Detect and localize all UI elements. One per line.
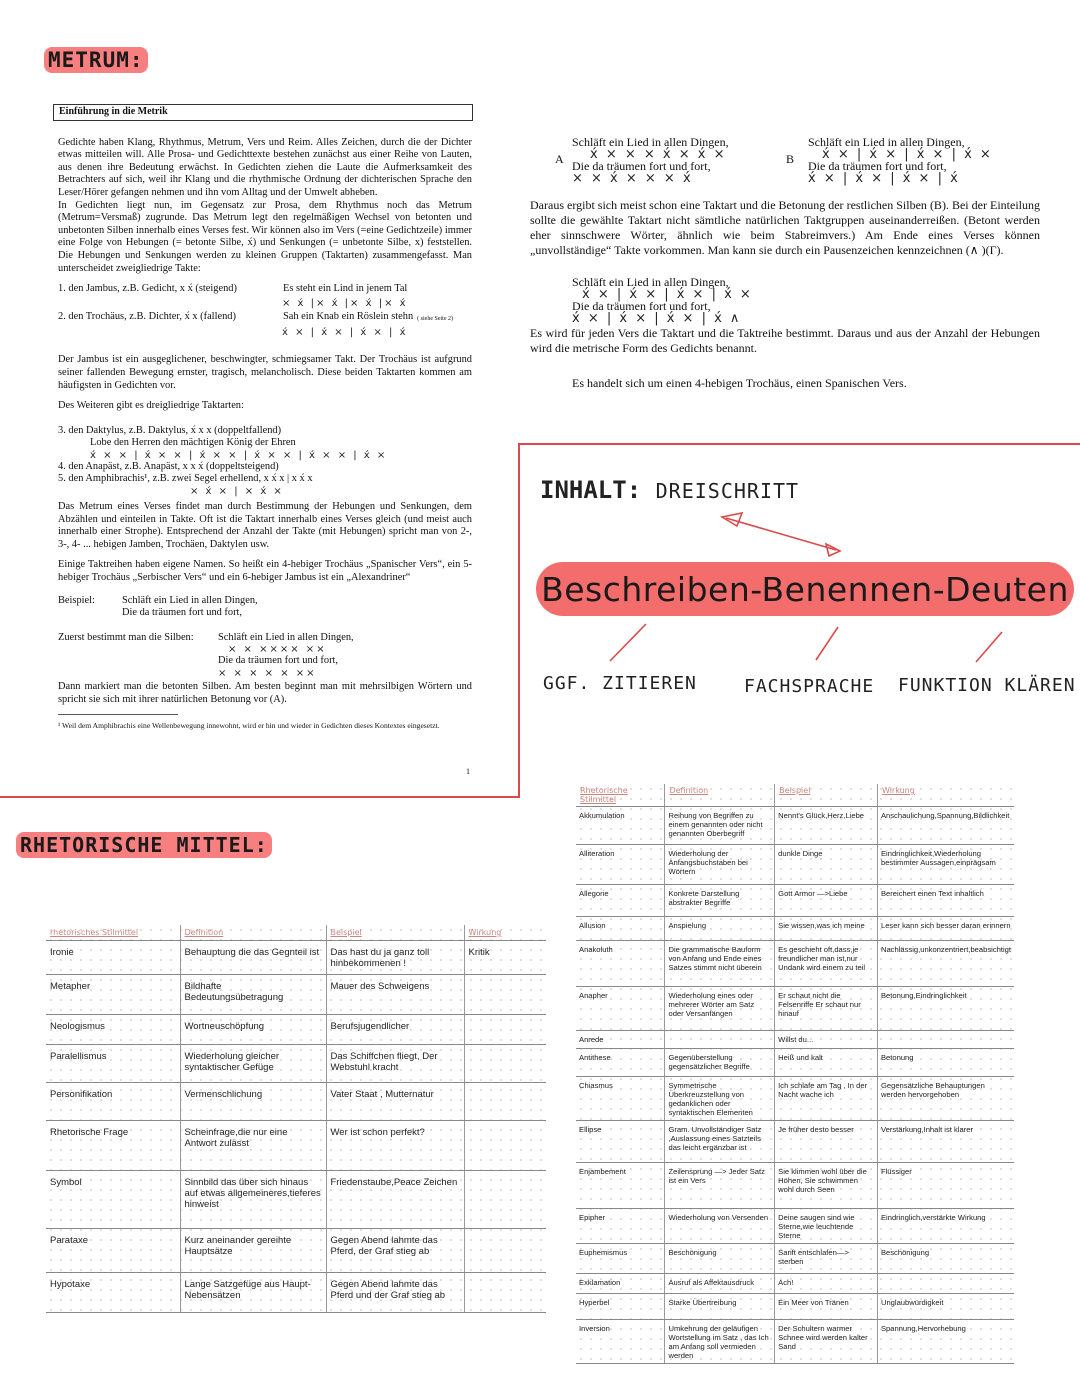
example-cell: Wer ist schon perfekt? [326, 1121, 464, 1171]
table-row [46, 941, 546, 975]
example-cell: Willst du... [775, 1031, 878, 1049]
example-cell: Ach! [775, 1274, 878, 1294]
definition-cell: Ausruf als Affektausdruck [665, 1274, 775, 1294]
term-cell: Chiasmus [576, 1077, 665, 1121]
amphibrachis-marks: × x́ × | × x́ × [190, 486, 284, 498]
term-cell: Enjambement [576, 1163, 665, 1209]
footnote: ¹ Weil dem Amphibrachis eine Wellenbewegung innewohnt, wird er hin und wieder in Gedichten dieses Kontextes eingesetzt. [58, 721, 440, 731]
term-cell: Personifikation [46, 1083, 180, 1121]
metrik-item-anapaest: 4. den Anapäst, z.B. Anapäst, x x x́ (doppeltsteigend) [58, 460, 279, 472]
table-row [46, 1171, 546, 1229]
definition-cell: Scheinfrage,die nur eine Antwort zulässt [180, 1121, 326, 1171]
col-header: rhetorisches Stilmittel [46, 925, 180, 941]
verse-b: Schläft ein Lied in allen Dingen, x́ × | x́ × | x́ × | x́ × Die da träumen fort und fort, x́ × | x́ × | x́ × | x́ [808, 135, 993, 186]
example-cell: Der Schultern warmer Schnee wird werden kalter Sand [775, 1320, 878, 1364]
table-header-row [46, 925, 546, 941]
table-row [576, 1274, 1014, 1294]
page-number: 1 [466, 767, 470, 776]
table-row [576, 987, 1014, 1031]
example-cell: Ich schlafe am Tag , In der Nacht wache ich [775, 1077, 878, 1121]
table-row [46, 1015, 546, 1045]
metrik-paragraph: Gedichte haben Klang, Rhythmus, Metrum, Vers und Reim. Alles Zeichen, durch die der Dichter etwas mitteilen will. Alle Prosa- und Gedichttexte bestehen zunächst aus einer Reihe von Lauten, aus denen ihre Bedeutung erwächst. In Gedichten ziehen die Laute die Aufmerksamkeit des Betrachters auf sich, weil ihr Klang und die rhythmische Ordnung der dichterischen Sprache den Leser/Hörer gefangen nehmen und ihn vom Alltag und der Umwelt abheben. [58, 136, 472, 198]
effect-cell: Eindringlichkeit,Wiederholung bestimmter Aussagen,einprägsam [877, 845, 1014, 885]
example-cell: Er schaut nicht die Felsenriffe Er schaut nur hinauf [775, 987, 878, 1031]
effect-cell [877, 1274, 1014, 1294]
effect-cell: Anschaulichung,Spannung,Bildlichkeit [877, 807, 1014, 845]
definition-cell [665, 1031, 775, 1049]
definition-cell: Konkrete Darstellung abstrakter Begriffe [665, 885, 775, 917]
table-header-row [576, 784, 1014, 807]
rhetorik-table-left [46, 925, 546, 1313]
effect-cell [464, 975, 546, 1015]
table-row [576, 1031, 1014, 1049]
example-cell: Gott Armor —>Liebe [775, 885, 878, 917]
definition-cell: Anspielung [665, 917, 775, 941]
term-cell: Anrede [576, 1031, 665, 1049]
table-row [576, 845, 1014, 885]
metrik-paragraph: Das Metrum eines Verses findet man durch Bestimmung der Hebungen und Senkungen, dem Abzählen und einteilen in Takte. Oft ist die Taktart innerhalb eines Verses gleich (und meist auch innerhalb einer Strophe). Entsprechend der Anzahl der Takte (mit Hebungen) spricht man von 2-, 3-, 4- ... hebigen Jamben, Trochäen, Daktylen usw. [58, 501, 472, 550]
metrik-paragraph: Dann markiert man die betonten Silben. Am besten beginnt man mit mehrsilbigen Wörtern und spricht sie sich mit ihrer natürlichen Betonung vor (A). [58, 681, 472, 705]
table-row [576, 1077, 1014, 1121]
term-cell: Parataxe [46, 1229, 180, 1273]
effect-cell [464, 1273, 546, 1313]
red-frame-line [518, 444, 520, 798]
table-row [576, 885, 1014, 917]
effect-cell: Eindringlich,verstärkte Wirkung [877, 1209, 1014, 1244]
term-cell: Alliteration [576, 845, 665, 885]
definition-cell: Wiederholung von Versenden [665, 1209, 775, 1244]
caption-zitieren: GGF. ZITIEREN [543, 673, 697, 694]
metrik-paragraph: Der Jambus ist ein ausgeglichener, beschwingter, schmiegsamer Takt. Der Trochäus ist aufgrund seiner fallenden Bewegung ernster, tragisch, melancholisch. Diese beiden Taktarten kommen am häufigsten in Gedichten vor. [58, 354, 472, 391]
example-cell: Sie wissen,was ich meine [775, 917, 878, 941]
effect-cell: Gegensätzliche Behauptungen werden hervorgehoben [877, 1077, 1014, 1121]
effect-cell: Betonung [877, 1049, 1014, 1077]
caption-funktion: FUNKTION KLÄREN [898, 675, 1076, 696]
trochaeus-marks: x́ × | x́ × | x́ × | x́ [282, 327, 408, 339]
effect-cell: Beschönigung [877, 1244, 1014, 1274]
effect-cell: Verstärkung,Inhalt ist klarer [877, 1121, 1014, 1163]
metrik-item-daktylus: 3. den Daktylus, z.B. Daktylus, x́ x x (doppeltfallend) [58, 424, 282, 436]
example-cell: Sie klimmen wohl über die Höhen, Sie schwimmen wohl durch Seen [775, 1163, 878, 1209]
doc2-paragraph: Daraus ergibt sich meist schon eine Taktart und die Betonung der restlichen Silben (B). Bei der Einteilung sollte die gewählte Taktart nicht sämtliche natürlichen Taktgruppen auseinanderreißen. (Betont werden eher sinnschwere Wörter, ähnlich wie beim Stabreimvers.) Am Ende eines Verses können „unvollständige“ Takte vorkommen. Man kann sie durch ein Pausenzeichen kennzeichnen (∧ )(Γ). [530, 198, 1040, 257]
term-cell: Allusion [576, 917, 665, 941]
term-cell: Ironie [46, 941, 180, 975]
effect-cell [877, 1031, 1014, 1049]
beispiel-block: Beispiel: Schläft ein Lied in allen Dingen, Die da träumen fort und fort, [58, 594, 258, 619]
doc2-paragraph: Es wird für jeden Vers die Taktart und die Taktreihe bestimmt. Daraus und aus der Anzahl der Hebungen wird die metrische Form des Gedichts benannt. [530, 326, 1040, 355]
metrik-item-amphibrachis: 5. den Amphibrachis¹, z.B. zwei Segel erhellend, x x́ x | x x́ x [58, 473, 313, 485]
red-frame-line [0, 796, 520, 798]
definition-cell: Zeilensprung —> Jeder Satz ist ein Vers [665, 1163, 775, 1209]
example-cell: Mauer des Schweigens [326, 975, 464, 1015]
table-row [576, 1049, 1014, 1077]
definition-cell: Reihung von Begriffen zu einem genannten oder nicht genannten Oberbegriff [665, 807, 775, 845]
metrik-box-title: Einführung in die Metrik [53, 104, 473, 121]
verse-c: Schläft ein Lied in allen Dingen, x́ × | x́ × | x́ × | x́ × Die da träumen fort und fort, x́ × | x́ × | x́ × | x́ ∧ [572, 275, 753, 326]
red-frame-line [518, 443, 1080, 445]
col-header: Beispiel [326, 925, 464, 941]
inhalt-heading: INHALT: DREISCHRITT [540, 476, 800, 504]
definition-cell: Wiederholung eines oder mehrerer Wörter am Satz oder Versanfängen [665, 987, 775, 1031]
caption-fachsprache: FACHSPRACHE [744, 676, 875, 697]
definition-cell: Wortneuschöpfung [180, 1015, 326, 1045]
table-row [576, 1294, 1014, 1320]
term-cell: Paralellismus [46, 1045, 180, 1083]
metrik-paragraph: Einige Taktreihen haben eigene Namen. So heißt ein 4-hebiger Trochäus „Spanischer Vers“, ein 5-hebiger Trochäus „Serbischer Vers“ und ein 6-hebiger Jambus ist ein „Alexandriner“ [58, 559, 472, 584]
verse-a: Schläft ein Lied in allen Dingen, x́ × × × x́ × x́ × Die da träumen fort und fort, × × x́ × × × x́ [572, 135, 729, 186]
example-cell: dunkle Dinge [775, 845, 878, 885]
definition-cell: Umkehrung der geläufigen Wortstellung im Satz , das Ich am Anfang soll vermieden werden [665, 1320, 775, 1364]
effect-cell: Spannung,Hervorhebung [877, 1320, 1014, 1364]
example-cell: Deine saugen sind wie Sterne,wie leuchtende Sterne [775, 1209, 878, 1244]
term-cell: Metapher [46, 975, 180, 1015]
effect-cell: Nachlässig,unkonzentriert,beabsichtigt [877, 941, 1014, 987]
metrik-paragraph: In Gedichten liegt nun, im Gegensatz zur Prosa, dem Rhythmus noch das Metrum (Metrum=Versmaß) zugrunde. Das Metrum legt den regelmäßigen Wechsel von betonten und unbetonten Silben innerhalb eines Verses fest. Wir können also im Vers (=eine Gedichtzeile) immer eine Folge von Hebungen (= betonte Silbe, x́) und Senkungen (= unbetonte Silbe, x) feststellen. Die Hebungen und Senkungen werden zu kleinen Gruppen (Taktarten) zusammengefasst. Man unterscheidet zweigliedrige Takte: [58, 199, 472, 274]
col-header: Definition [665, 784, 775, 807]
effect-cell [464, 1083, 546, 1121]
table-row [46, 1229, 546, 1273]
col-header: Wirkung [877, 784, 1014, 807]
table-row [576, 1163, 1014, 1209]
effect-cell: Bereichert einen Text inhaltlich [877, 885, 1014, 917]
jambus-marks: × x́ |× x́ |× x́ |× x́ [282, 297, 408, 309]
table-row [46, 1083, 546, 1121]
table-row [576, 917, 1014, 941]
definition-cell: Wiederholung der Anfangsbuchstaben bei Wörtern [665, 845, 775, 885]
definition-cell: Vermenschlichung [180, 1083, 326, 1121]
metrik-item-jambus: 1. den Jambus, z.B. Gedicht, x x́ (steigend) Es steht ein Lind in jenem Tal [58, 283, 408, 295]
branch-line-right [976, 632, 1002, 662]
col-header: Definition [180, 925, 326, 941]
example-cell: Es geschieht oft,dass,je freundlicher man ist,nur Undank wird einem zu teil [775, 941, 878, 987]
verse-comparison [530, 136, 1040, 198]
term-cell: Exklamation [576, 1274, 665, 1294]
definition-cell: Die grammatische Bauform von Anfang und Ende eines Satzes stimmt nicht überein [665, 941, 775, 987]
table-row [576, 807, 1014, 845]
definition-cell: Lange Satzgefüge aus Haupt- Nebensätzen [180, 1273, 326, 1313]
example-cell: Das Schiffchen fliegt, Der Webstuhl kracht [326, 1045, 464, 1083]
effect-cell: Leser kann sich besser daran erinnern [877, 917, 1014, 941]
definition-cell: Symmetrische Überkreuzstellung von gedanklichen oder syntaktischen Elementen [665, 1077, 775, 1121]
effect-cell [464, 1121, 546, 1171]
example-cell: Das hast du ja ganz toll hinbekommenen ! [326, 941, 464, 975]
definition-cell: Beschönigung [665, 1244, 775, 1274]
table-row [46, 1045, 546, 1083]
term-cell: Anapher [576, 987, 665, 1031]
col-header: Wirkung [464, 925, 546, 941]
definition-cell: Wiederholung gleicher syntaktischer Gefüge [180, 1045, 326, 1083]
col-header: Rhetorische Stilmittel [576, 784, 665, 807]
label-b: B [786, 152, 795, 166]
table-row [46, 1273, 546, 1313]
term-cell: Euphemismus [576, 1244, 665, 1274]
term-cell: Epipher [576, 1209, 665, 1244]
effect-cell: Flüssiger [877, 1163, 1014, 1209]
term-cell: Neologismus [46, 1015, 180, 1045]
metrik-item-trochaeus: 2. den Trochäus, z.B. Dichter, x́ x (fallend) Sah ein Knab ein Röslein stehn ( siehe Seite 2) [58, 310, 453, 322]
term-cell: Ellipse [576, 1121, 665, 1163]
effect-cell [464, 1015, 546, 1045]
metrik-document-page1 [50, 104, 480, 784]
term-cell: Hypotaxe [46, 1273, 180, 1313]
table-row [576, 1244, 1014, 1274]
example-cell: Sanft entschlafen—> sterben [775, 1244, 878, 1274]
table-row [576, 1209, 1014, 1244]
example-cell: Je früher desto besser [775, 1121, 878, 1163]
term-cell: Inversion [576, 1320, 665, 1364]
definition-cell: Starke Übertreibung [665, 1294, 775, 1320]
daktylus-marks: x́ × × | x́ × × | x́ × × | x́ × × | x́ × × | x́ × [90, 449, 388, 461]
table-row [576, 1121, 1014, 1163]
effect-cell [464, 1229, 546, 1273]
branch-line-left [610, 624, 646, 661]
example-cell: Gegen Abend lahmte das Pferd, der Graf stieg ab [326, 1229, 464, 1273]
term-cell: Rhetorische Frage [46, 1121, 180, 1171]
example-cell: Gegen Abend lahmte das Pferd und der Graf stieg ab [326, 1273, 464, 1313]
effect-cell: Kritik [464, 941, 546, 975]
label-a: A [555, 152, 564, 166]
term-cell: Symbol [46, 1171, 180, 1229]
table-row [576, 941, 1014, 987]
table-row [46, 1121, 546, 1171]
double-arrow-line [726, 518, 836, 550]
example-cell: Berufsjugendlicher [326, 1015, 464, 1045]
example-cell: Friedenstaube,Peace Zeichen [326, 1171, 464, 1229]
definition-cell: Gegenüberstellung gegensätzlicher Begriffe [665, 1049, 775, 1077]
term-cell: Antithese [576, 1049, 665, 1077]
definition-cell: Kurz aneinander gereihte Hauptsätze [180, 1229, 326, 1273]
metrum-heading: METRUM: [44, 47, 148, 73]
silben-block: Zuerst bestimmt man die Silben: Schläft ein Lied in allen Dingen, × × ×××× ×× Die da träumen fort und fort, × × × × × ×× [58, 631, 354, 679]
example-cell: Heiß und kalt [775, 1049, 878, 1077]
metrik-document-page2 [530, 136, 1040, 391]
term-cell: Akkumulation [576, 807, 665, 845]
table-row [576, 1320, 1014, 1364]
definition-cell: Sinnbild das über sich hinaus auf etwas allgemeineres,tieferes hinweist [180, 1171, 326, 1229]
rhetorische-mittel-heading: RHETORISCHE MITTEL: [16, 832, 272, 858]
table-row [46, 975, 546, 1015]
effect-cell [464, 1171, 546, 1229]
effect-cell: Unglaubwürdigkeit [877, 1294, 1014, 1320]
definition-cell: Bildhafte Bedeutungsübetragung [180, 975, 326, 1015]
term-cell: Allegorie [576, 885, 665, 917]
doc2-conclusion: Es handelt sich um einen 4-hebigen Trochäus, einen Spanischen Vers. [572, 376, 907, 390]
term-cell: Hyperbel [576, 1294, 665, 1320]
metrik-paragraph: Des Weiteren gibt es dreigliedrige Taktarten: [58, 400, 244, 412]
arrow-head-right [826, 544, 840, 556]
definition-cell: Behauptung die das Gegnteil ist [180, 941, 326, 975]
example-cell: Nennt's Glück,Herz,Liebe [775, 807, 878, 845]
dreischritt-pill: Beschreiben-Benennen-Deuten [536, 562, 1074, 616]
effect-cell: Betonung,Eindringlichkeit [877, 987, 1014, 1031]
example-cell: Ein Meer von Tränen [775, 1294, 878, 1320]
effect-cell [464, 1045, 546, 1083]
definition-cell: Gram. Unvollständiger Satz ,Auslassung eines Satzteils das leicht ergänzbar ist [665, 1121, 775, 1163]
daktylus-example: Lobe den Herren den mächtigen König der Ehren [90, 437, 296, 449]
rhetorik-table-right [576, 784, 1014, 1364]
col-header: Beispiel [775, 784, 878, 807]
example-cell: Vater Staat , Mutternatur [326, 1083, 464, 1121]
term-cell: Anakoluth [576, 941, 665, 987]
branch-line-middle [816, 627, 838, 660]
arrow-head-left [722, 513, 742, 526]
